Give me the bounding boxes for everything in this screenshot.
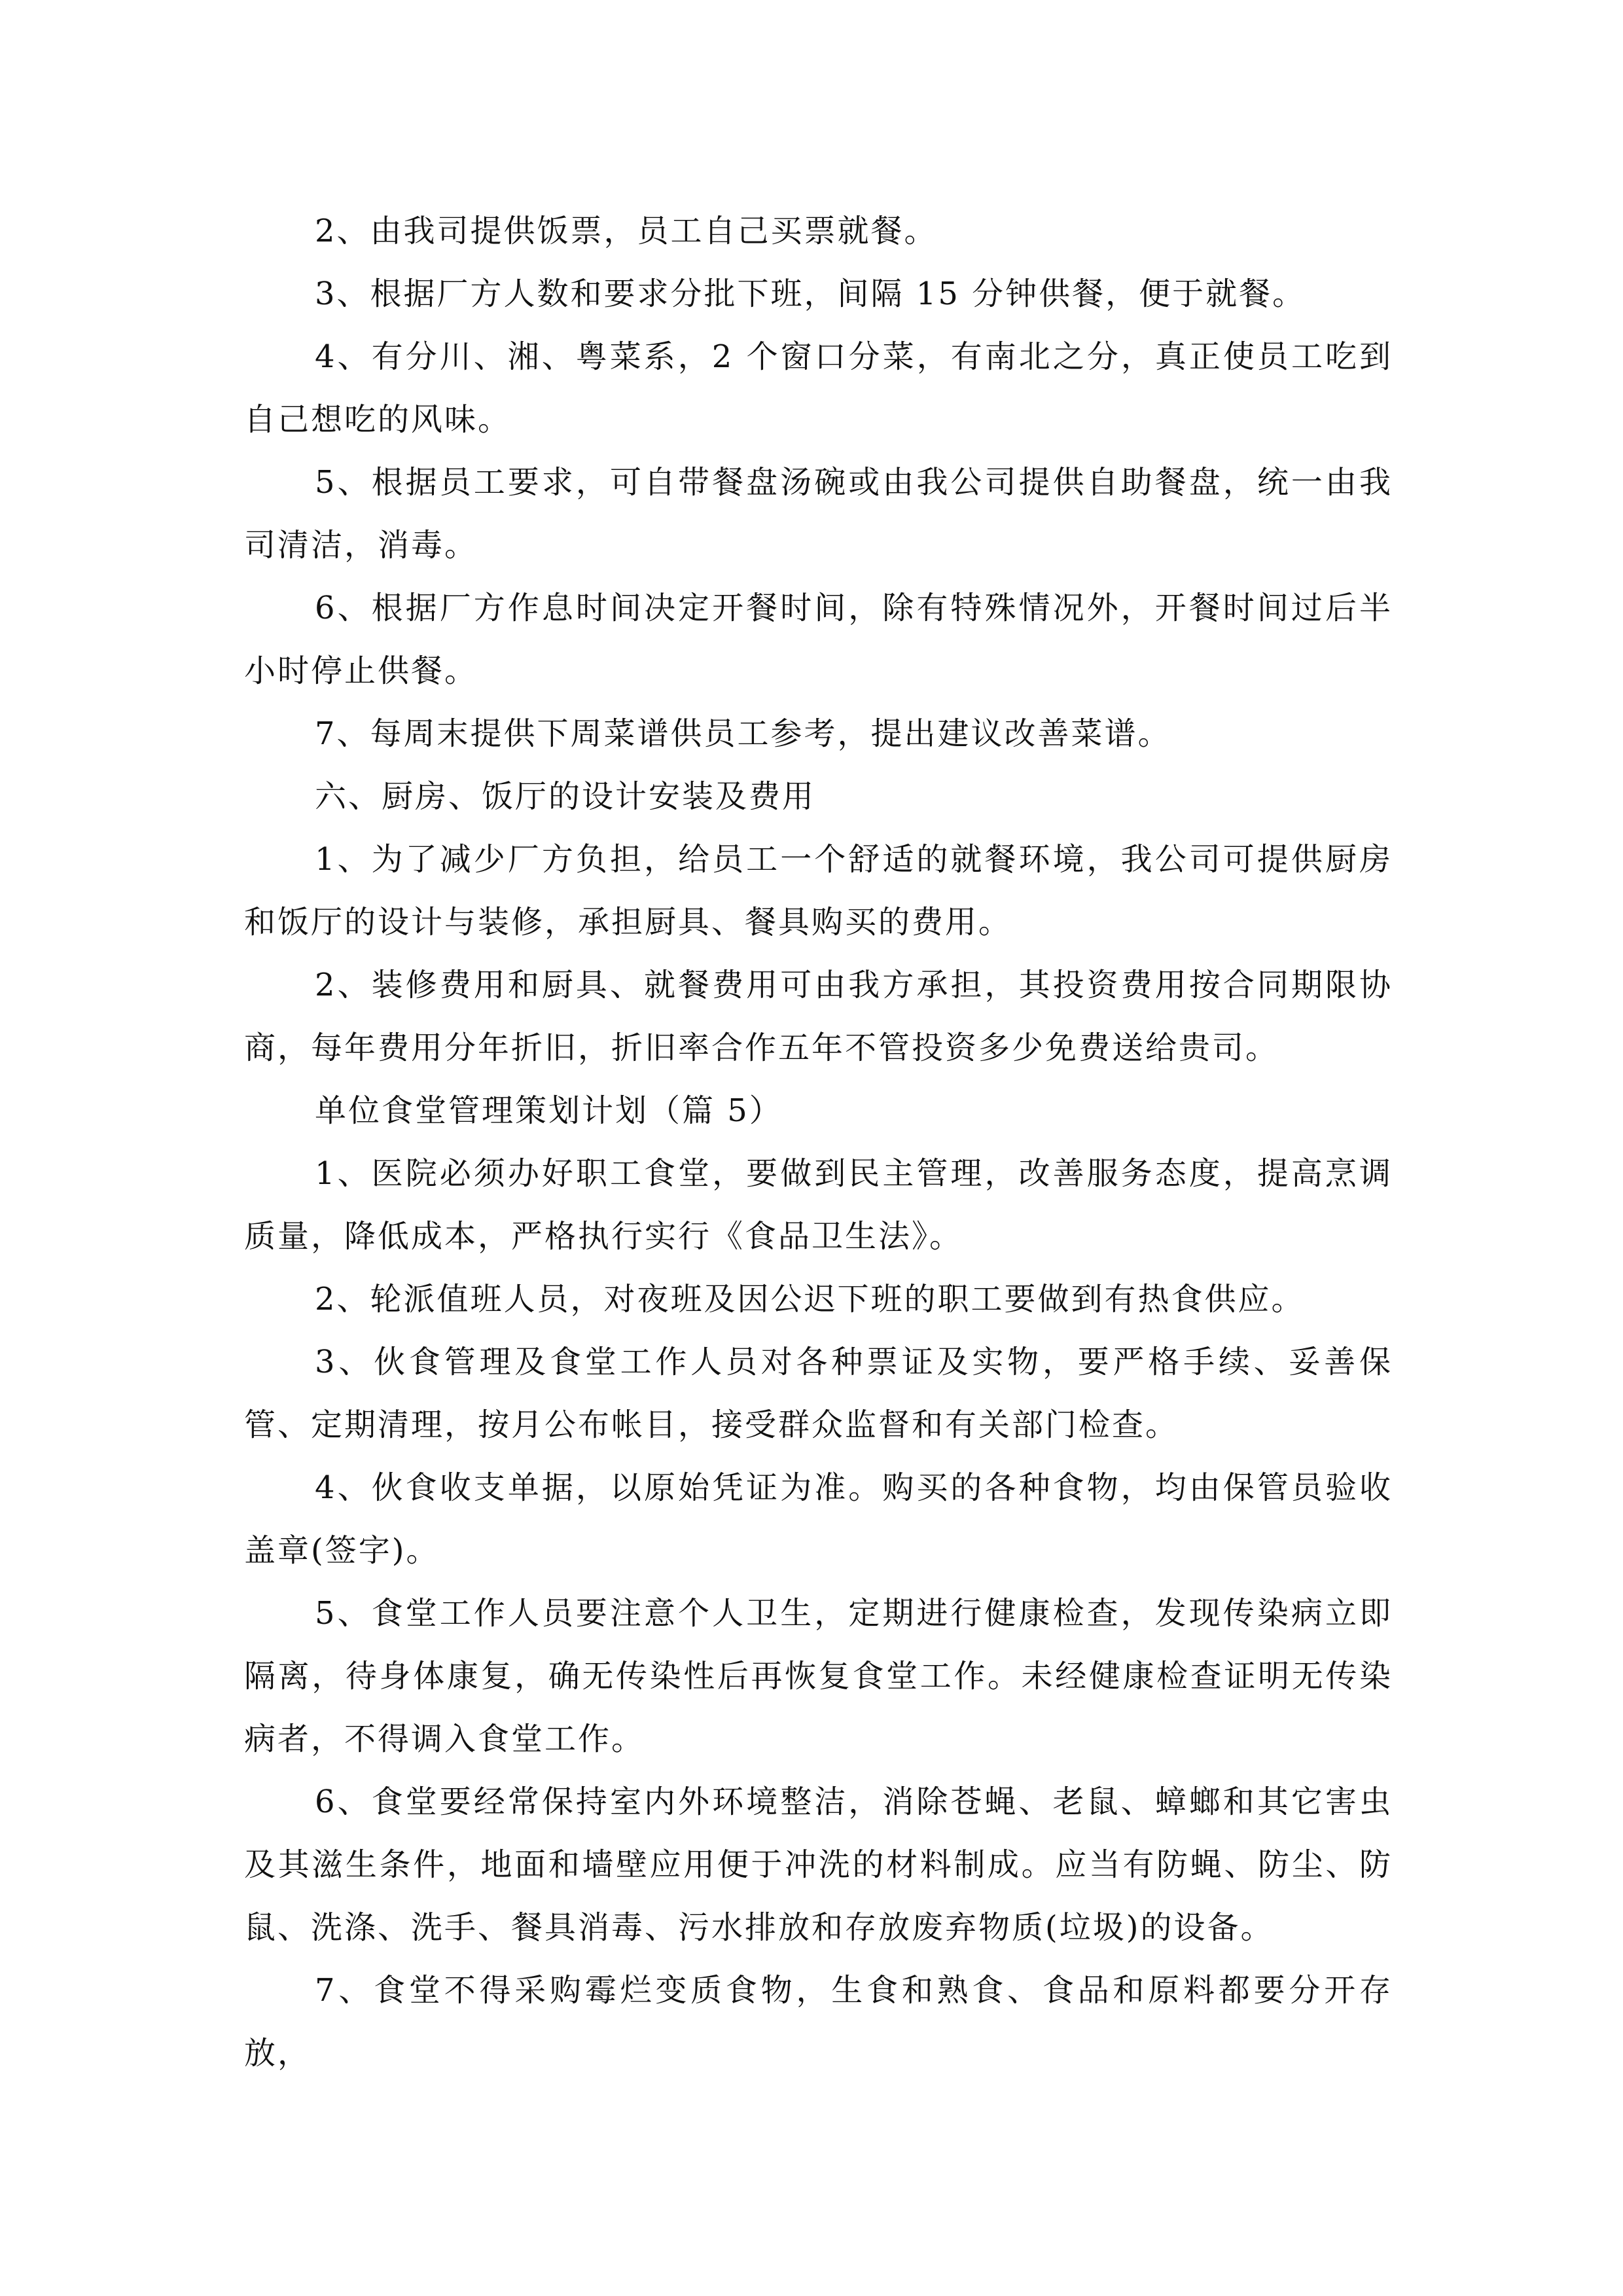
paragraph: 6、根据厂方作息时间决定开餐时间，除有特殊情况外，开餐时间过后半小时停止供餐。 [244,590,1393,689]
paragraph: 7、每周末提供下周菜谱供员工参考，提出建议改善菜谱。 [315,715,1171,752]
paragraph: 1、为了减少厂方负担，给员工一个舒适的就餐环境，我公司可提供厨房和饭厅的设计与装修，承担厨具、餐具购买的费用。 [244,841,1393,941]
section-heading: 六、厨房、饭厅的设计安装及费用 [315,778,816,815]
paragraph: 2、由我司提供饭票，员工自己买票就餐。 [315,213,938,249]
paragraph: 4、有分川、湘、粤菜系，2 个窗口分菜，有南北之分，真正使员工吃到自己想吃的风味。 [244,338,1393,438]
paragraph: 3、伙食管理及食堂工作人员对各种票证及实物，要严格手续、妥善保管、定期清理，按月公布帐目，接受群众监督和有关部门检查。 [244,1344,1393,1443]
paragraph: 5、根据员工要求，可自带餐盘汤碗或由我公司提供自助餐盘，统一由我司清洁，消毒。 [244,464,1393,564]
paragraph: 2、装修费用和厨具、就餐费用可由我方承担，其投资费用按合同期限协商，每年费用分年折旧，折旧率合作五年不管投资多少免费送给贵司。 [244,967,1393,1066]
paragraph: 4、伙食收支单据，以原始凭证为准。购买的各种食物，均由保管员验收盖章(签字)。 [244,1469,1393,1569]
document-body [244,200,1393,2085]
paragraph: 2、轮派值班人员，对夜班及因公迟下班的职工要做到有热食供应。 [315,1281,1305,1318]
paragraph: 6、食堂要经常保持室内外环境整洁，消除苍蝇、老鼠、蟑螂和其它害虫及其滋生条件，地面和墙壁应用便于冲洗的材料制成。应当有防蝇、防尘、防鼠、洗涤、洗手、餐具消毒、污水排放和存放废弃物质(垃圾)的设备。 [244,1784,1393,1946]
section-heading: 单位食堂管理策划计划（篇 5） [315,1092,783,1129]
paragraph: 7、食堂不得采购霉烂变质食物，生食和熟食、食品和原料都要分开存放， [244,1972,1393,2072]
paragraph: 3、根据厂方人数和要求分批下班，间隔 15 分钟供餐，便于就餐。 [315,276,1306,312]
paragraph: 1、医院必须办好职工食堂，要做到民主管理，改善服务态度，提高烹调质量，降低成本，严格执行实行《食品卫生法》。 [244,1155,1393,1255]
paragraph: 5、食堂工作人员要注意个人卫生，定期进行健康检查，发现传染病立即隔离，待身体康复，确无传染性后再恢复食堂工作。未经健康检查证明无传染病者，不得调入食堂工作。 [244,1595,1393,1757]
